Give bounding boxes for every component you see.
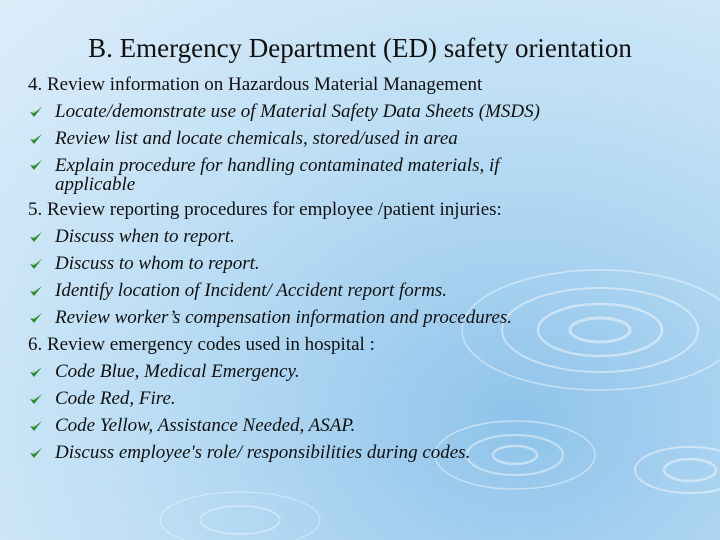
section-heading-emergency-codes: 6. Review emergency codes used in hospital : (28, 334, 375, 355)
slide-title: B. Emergency Department (ED) safety orientation (88, 33, 632, 63)
content-list (28, 71, 708, 466)
checkmark-diamond-bullet-icon (29, 132, 43, 146)
list-item (28, 250, 708, 277)
list-item (28, 125, 708, 152)
list-item-text: Code Red, Fire. (55, 388, 176, 409)
list-item-text: Discuss when to report. (55, 226, 235, 247)
section-heading-hazardous-materials: 4. Review information on Hazardous Material Management (28, 74, 483, 95)
checkmark-diamond-bullet-icon (29, 446, 43, 460)
list-item (28, 277, 708, 304)
checkmark-diamond-bullet-icon (29, 419, 43, 433)
list-item (28, 152, 708, 196)
list-item-text: Explain procedure for handling contaminated materials, if (55, 155, 500, 176)
checkmark-diamond-bullet-icon (29, 105, 43, 119)
checkmark-diamond-bullet-icon (29, 158, 43, 172)
list-item-text: Identify location of Incident/ Accident report forms. (55, 280, 448, 301)
list-item-text: Discuss employee's role/ responsibilities during codes. (55, 442, 471, 463)
list-item-text: Review list and locate chemicals, stored/used in area (55, 128, 458, 149)
checkmark-diamond-bullet-icon (29, 230, 43, 244)
checkmark-diamond-bullet-icon (29, 365, 43, 379)
list-item (28, 223, 708, 250)
checkmark-diamond-bullet-icon (29, 392, 43, 406)
list-item-text: Locate/demonstrate use of Material Safety Data Sheets (MSDS) (55, 101, 540, 122)
list-item (28, 385, 708, 412)
list-item-text: Review worker’s compensation information and procedures. (55, 307, 513, 328)
list-item (28, 439, 708, 466)
section-heading-injury-reporting: 5. Review reporting procedures for employee /patient injuries: (28, 199, 502, 220)
list-item (28, 412, 708, 439)
list-item-text: Code Yellow, Assistance Needed, ASAP. (55, 415, 356, 436)
list-item-text-continuation: applicable (55, 174, 136, 195)
list-item (28, 304, 708, 331)
list-item (28, 358, 708, 385)
checkmark-diamond-bullet-icon (29, 284, 43, 298)
list-item-text: Code Blue, Medical Emergency. (55, 361, 300, 382)
list-item-text: Discuss to whom to report. (55, 253, 260, 274)
list-item (28, 98, 708, 125)
checkmark-diamond-bullet-icon (29, 257, 43, 271)
checkmark-diamond-bullet-icon (29, 311, 43, 325)
